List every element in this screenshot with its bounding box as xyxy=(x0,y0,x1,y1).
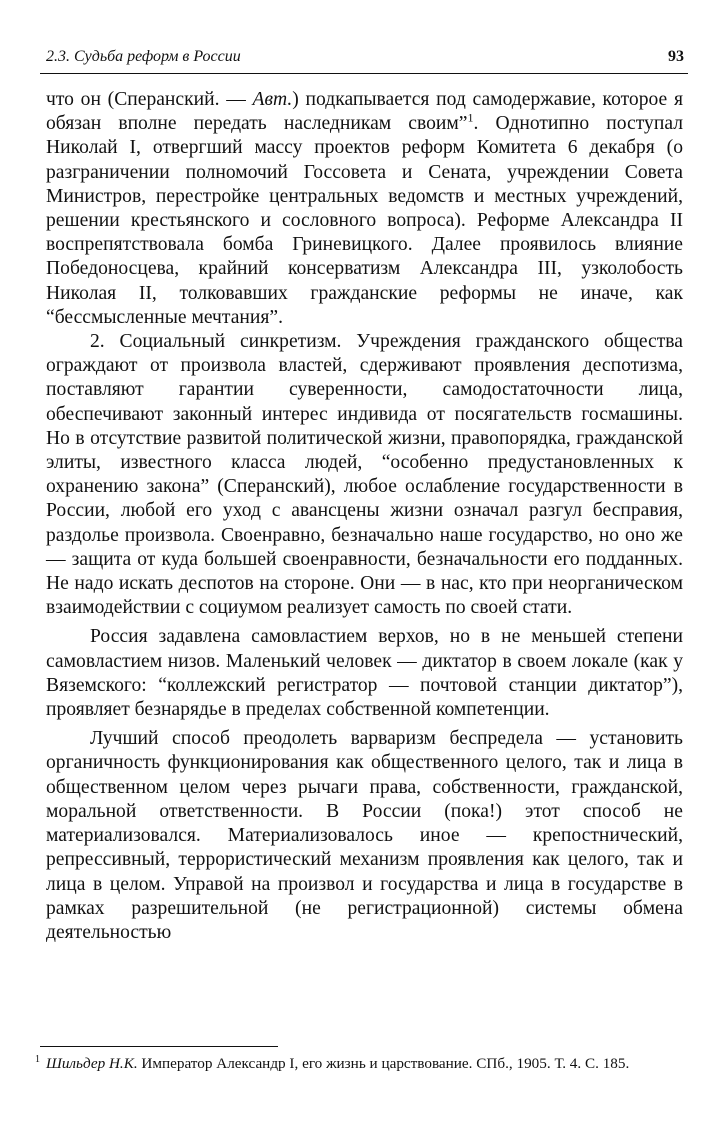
page-number: 93 xyxy=(668,48,684,65)
paragraph-text: что он (Сперанский. — xyxy=(46,89,253,110)
footnote-mark: 1 xyxy=(35,1054,40,1065)
paragraph-social-syncretism: 2. Социальный синкретизм. Учреждения гражданского общества ограждают от произвола властей, сдерживают проявления деспотизма, поставляют гарантии суверенности, самодостаточности лица, обеспечивают законный интерес индивида от посягательств госмашины. Но в отсутствие развитой политической жизни, правопорядка, гражданской элиты, известного класса людей, “особенно предустановленных к охранению закона” (Сперанский), любое ослабление государственности в России, любой его уход с авансцены жизни означал разгул бесправия, раздолье произвола. Своенравно, безначально наше государство, но оно же — защита от куда большей своенравности, безначальности его подданных. Не надо искать деспотов на стороне. Они — в нас, кто при неорганическом взаимодействии с социумом реализует самость по своей стати. xyxy=(46,331,683,619)
footnote-author: Шильдер Н.К. xyxy=(46,1055,138,1072)
paragraph-text: . Однотипно поступал Николай I, отвергший массу проектов реформ Комитета 6 декабря (о разграничении полномочий Госсовета и Сената, учреждении Совета Министров, перестройке центральных ведомств и местных учреждений, решении крестьянского и сословного вопроса). Реформе Александра II воспрепятствовала бомба Гриневицкого. Далее проявилось влияние Победоносцева, крайний консерватизм Александра III, узколобость Николая II, толковавших гражданские реформы не иначе, как “бессмысленные мечтания”. xyxy=(46,113,683,328)
paragraph-continuation xyxy=(46,88,683,330)
body-text xyxy=(46,88,683,945)
section-title: 2.3. Судьба реформ в России xyxy=(46,48,241,65)
paragraph-best-method: Лучший способ преодолеть варваризм беспредела — установить органичность функционирования как общественного целого, так и лица в общественном целом через рычаги права, собственности, гражданской, моральной ответственности. В России (пока!) этот способ не материализовался. Материализовалось иное — крепостнический, репрессивный, террористический механизм проявления как целого, так и лица в целом. Управой на произвол и государства и лица в государстве в рамках разрешительной (не регистрационной) системы обмена деятельностью xyxy=(46,728,683,943)
footnote-text: Император Александр I, его жизнь и царствование. СПб., 1905. Т. 4. С. 185. xyxy=(137,1055,630,1072)
footnote-reference[interactable]: 1 xyxy=(467,110,474,125)
footnote xyxy=(35,1054,686,1073)
paragraph-russia: Россия задавлена самовластием верхов, но в не меньшей степени самовластием низов. Маленький человек — диктатор в своем локале (как у Вяземского: “коллежский регистратор — почтовой станции диктатор”), проявляет безнарядье в пределах собственной компетенции. xyxy=(46,626,683,721)
footnote-rule xyxy=(40,1046,278,1047)
running-header xyxy=(46,44,686,72)
author-note: Авт. xyxy=(252,89,293,110)
header-rule xyxy=(40,73,688,74)
paragraph-text: ) подкапывается под самодержавие, которое я обязан вполне передать наследникам своим” xyxy=(46,89,683,135)
